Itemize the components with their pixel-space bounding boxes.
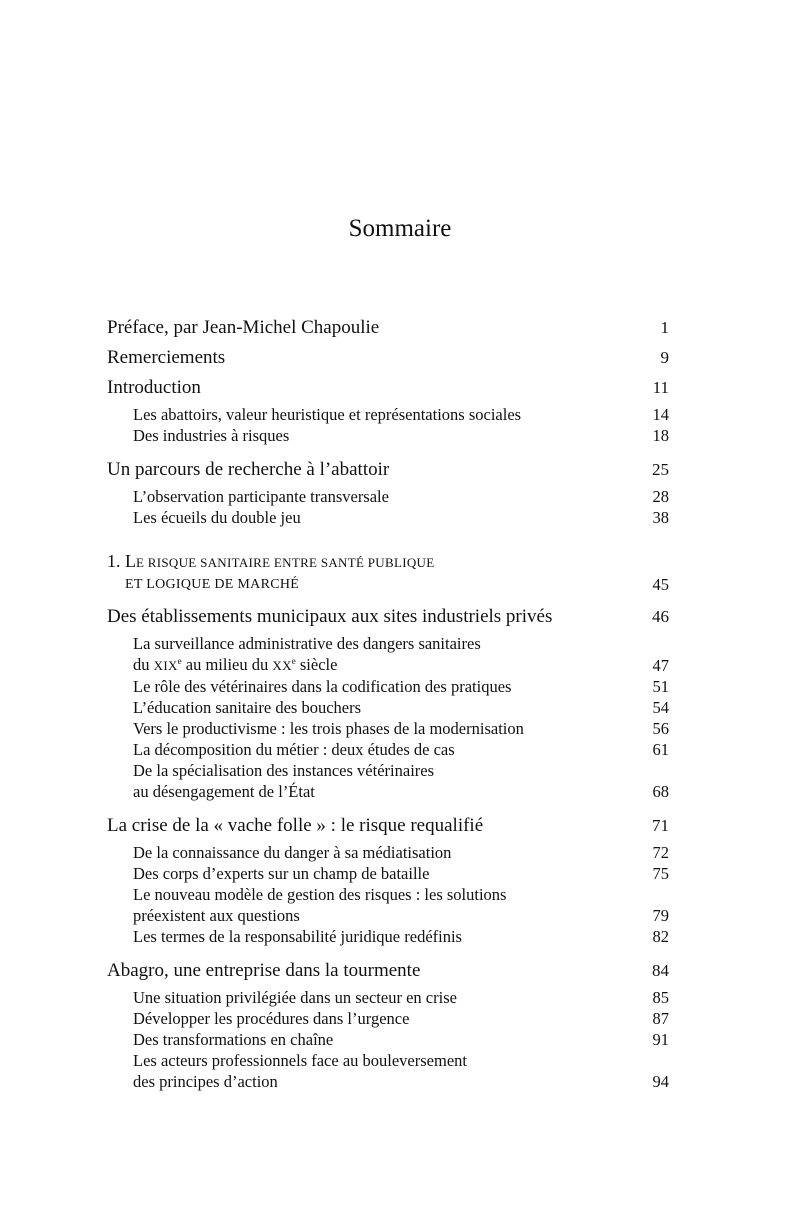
toc-subentry-title: Les écueils du double jeu bbox=[133, 508, 301, 527]
toc-entry[interactable] bbox=[107, 455, 669, 485]
toc-part-number: 1. bbox=[107, 551, 125, 571]
toc-subentry[interactable] bbox=[107, 1008, 669, 1029]
toc-part-line1 bbox=[107, 551, 434, 571]
toc-subentry-page: 85 bbox=[652, 988, 669, 1007]
toc-subentry[interactable] bbox=[107, 633, 669, 676]
toc-entry-title: Abagro, une entreprise dans la tourmente bbox=[107, 960, 421, 981]
page-title: Sommaire bbox=[348, 215, 452, 242]
toc-entry-page: 71 bbox=[652, 816, 669, 835]
toc-subentry-title: L’éducation sanitaire des bouchers bbox=[133, 698, 362, 717]
toc-subentry[interactable] bbox=[107, 404, 669, 425]
toc-subentry-title-line2: au désengagement de l’État bbox=[133, 782, 315, 801]
toc-entry-title: Des établissements municipaux aux sites industriels privés bbox=[107, 606, 553, 627]
toc-subentry-page: 54 bbox=[652, 698, 669, 717]
toc-subentry-title-line1: La surveillance administrative des dangers sanitaires bbox=[133, 634, 481, 653]
toc-entry[interactable] bbox=[107, 956, 669, 986]
toc-entry-page: 25 bbox=[652, 460, 669, 479]
toc-subentry[interactable] bbox=[107, 842, 669, 863]
toc-subentry-title-line2: des principes d’action bbox=[133, 1072, 278, 1091]
toc-subentry-title-line2: du XIXe au milieu du XXe siècle bbox=[133, 655, 338, 674]
toc-subentry-page: 79 bbox=[652, 906, 669, 925]
toc-subentry-page: 38 bbox=[652, 508, 669, 527]
toc-entry-title: Introduction bbox=[107, 377, 201, 398]
toc-part-initial: L bbox=[125, 551, 136, 571]
toc-part-title-line1: E RISQUE SANITAIRE ENTRE SANTÉ PUBLIQUE bbox=[136, 555, 435, 570]
toc-entry-page: 9 bbox=[660, 348, 669, 367]
toc-subentry-page: 56 bbox=[652, 719, 669, 738]
toc-subentry[interactable] bbox=[107, 987, 669, 1008]
toc-subentry-page: 82 bbox=[652, 927, 669, 946]
toc-part-title-line2: ET LOGIQUE DE MARCHÉ bbox=[125, 577, 300, 592]
toc-part-page: 45 bbox=[652, 575, 669, 594]
toc-subentry-title: Développer les procédures dans l’urgence bbox=[133, 1009, 410, 1028]
toc-subentry-title: Des corps d’experts sur un champ de bataille bbox=[133, 864, 430, 883]
toc-subentry-title-line1: Les acteurs professionnels face au bouleversement bbox=[133, 1051, 467, 1070]
toc-entry-page: 46 bbox=[652, 607, 669, 626]
toc-subentry[interactable] bbox=[107, 1050, 669, 1092]
toc-subentry-page: 51 bbox=[652, 677, 669, 696]
toc-subentry-title-line1: De la spécialisation des instances vétérinaires bbox=[133, 761, 435, 780]
toc-entry[interactable] bbox=[107, 811, 669, 841]
toc-entry-title: Remerciements bbox=[107, 347, 226, 368]
toc-subentry[interactable] bbox=[107, 486, 669, 507]
toc-subentry-page: 28 bbox=[652, 487, 669, 506]
toc-entry[interactable] bbox=[107, 343, 669, 373]
toc-subentry[interactable] bbox=[107, 507, 669, 528]
toc-subentry-title: Des industries à risques bbox=[133, 426, 290, 445]
toc-subentry-title: L’observation participante transversale bbox=[133, 487, 389, 506]
toc-entry[interactable] bbox=[107, 373, 669, 403]
toc-entry[interactable] bbox=[107, 602, 669, 632]
toc-subentry[interactable] bbox=[107, 697, 669, 718]
toc-subentry[interactable] bbox=[107, 926, 669, 947]
toc-subentry-page: 47 bbox=[652, 656, 669, 675]
toc-subentry[interactable] bbox=[107, 760, 669, 802]
table-of-contents bbox=[107, 313, 669, 1092]
toc-subentry-page: 91 bbox=[652, 1030, 669, 1049]
toc-entry-title: Préface, par Jean-Michel Chapoulie bbox=[107, 317, 380, 338]
toc-subentry[interactable] bbox=[107, 425, 669, 446]
toc-subentry-title: La décomposition du métier : deux études de cas bbox=[133, 740, 455, 759]
toc-subentry-title-line1: Le nouveau modèle de gestion des risques : les solutions bbox=[133, 885, 507, 904]
toc-subentry-page: 87 bbox=[652, 1009, 669, 1028]
toc-entry-page: 1 bbox=[660, 318, 669, 337]
toc-subentry-title: Des transformations en chaîne bbox=[133, 1030, 334, 1049]
toc-subentry-title: Vers le productivisme : les trois phases de la modernisation bbox=[133, 719, 524, 738]
toc-subentry[interactable] bbox=[107, 1029, 669, 1050]
toc-subentry[interactable] bbox=[107, 718, 669, 739]
toc-part-heading[interactable] bbox=[107, 550, 669, 596]
toc-subentry-page: 72 bbox=[652, 843, 669, 862]
toc-subentry-title: Une situation privilégiée dans un secteur en crise bbox=[133, 988, 457, 1007]
toc-subentry-page: 75 bbox=[652, 864, 669, 883]
toc-entry-title: Un parcours de recherche à l’abattoir bbox=[107, 459, 390, 480]
toc-subentry-title: Les termes de la responsabilité juridique redéfinis bbox=[133, 927, 462, 946]
toc-entry-page: 84 bbox=[652, 961, 669, 980]
toc-subentry-title: Les abattoirs, valeur heuristique et représentations sociales bbox=[133, 405, 522, 424]
toc-subentry-page: 61 bbox=[652, 740, 669, 759]
toc-subentry-page: 68 bbox=[652, 782, 669, 801]
toc-subentry-page: 94 bbox=[652, 1072, 669, 1091]
toc-entry-page: 11 bbox=[652, 378, 669, 397]
toc-subentry[interactable] bbox=[107, 884, 669, 926]
toc-subentry-title: Le rôle des vétérinaires dans la codification des pratiques bbox=[133, 677, 512, 696]
toc-subentry-page: 14 bbox=[652, 405, 669, 424]
toc-subentry[interactable] bbox=[107, 863, 669, 884]
toc-entry[interactable] bbox=[107, 313, 669, 343]
toc-subentry-title-line2: préexistent aux questions bbox=[133, 906, 300, 925]
toc-subentry[interactable] bbox=[107, 676, 669, 697]
toc-subentry[interactable] bbox=[107, 739, 669, 760]
toc-subentry-title: De la connaissance du danger à sa médiatisation bbox=[133, 843, 452, 862]
toc-entry-title: La crise de la « vache folle » : le risque requalifié bbox=[107, 815, 484, 836]
toc-subentry-page: 18 bbox=[652, 426, 669, 445]
